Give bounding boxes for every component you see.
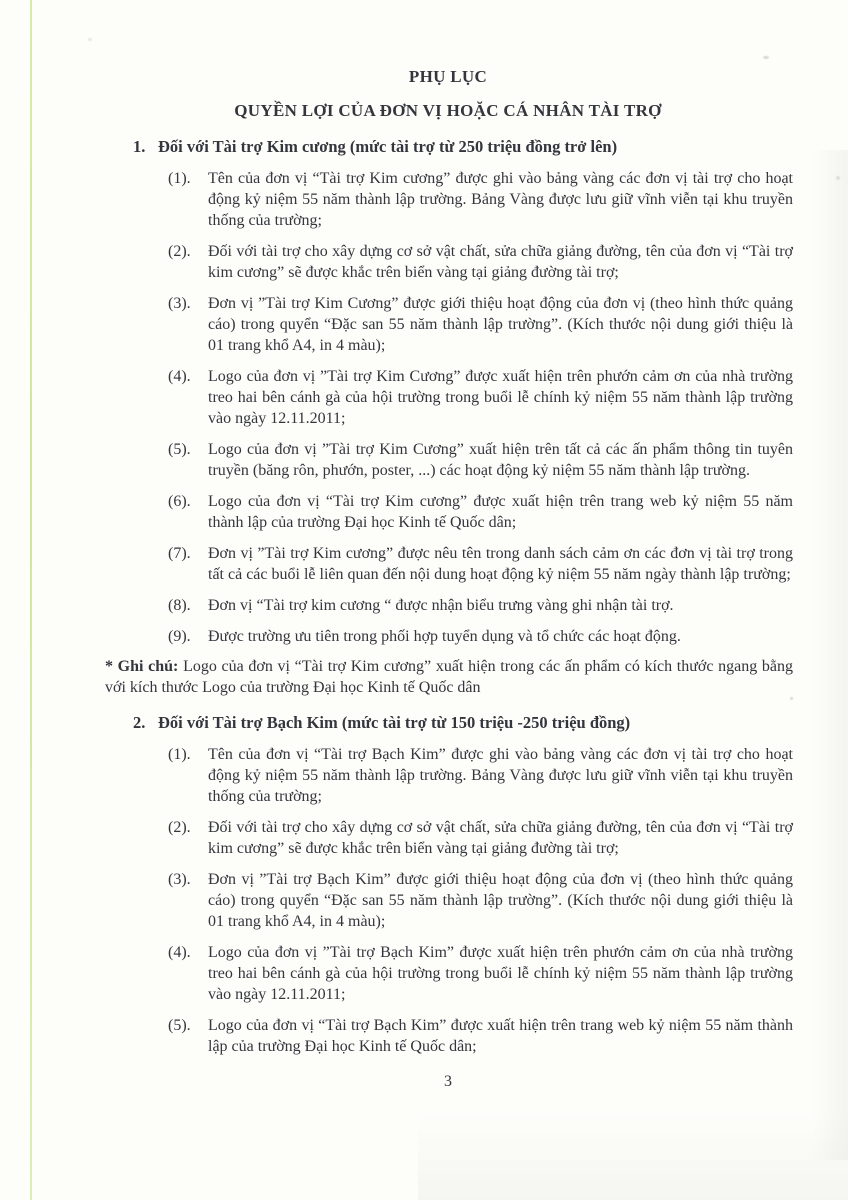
list-item-number: (9). — [168, 628, 191, 645]
section-1 — [103, 136, 793, 698]
list-item-text: Đơn vị ”Tài trợ Bạch Kim” được giới thiệu hoạt động của đơn vị (theo hình thức quảng cáo) trong quyển “Đặc san 55 năm thành lập trường”. (Kích thước nội dung giới thiệu là 01 trang khổ A4, in 4 màu); — [208, 871, 793, 930]
list-item-text: Logo của đơn vị “Tài trợ Bạch Kim” được xuất hiện trên trang web kỷ niệm 55 năm thành lập của trường Đại học Kinh tế Quốc dân; — [208, 1017, 793, 1055]
list-item-number: (8). — [168, 597, 191, 614]
paper-edge-line — [30, 0, 32, 1200]
list-item — [103, 869, 793, 932]
list-item-number: (6). — [168, 493, 191, 510]
list-item-text: Đơn vị “Tài trợ kim cương “ được nhận biểu trưng vàng ghi nhận tài trợ. — [208, 597, 674, 614]
list-item — [103, 439, 793, 481]
list-item-text: Logo của đơn vị ”Tài trợ Bạch Kim” được xuất hiện trên phướn cảm ơn của nhà trường treo hai bên cánh gà của hội trường trong buổi lễ chính kỷ niệm 55 năm thành lập trường vào ngày 12.11.2011; — [208, 944, 793, 1003]
note — [105, 656, 793, 698]
note-label: * Ghi chú: — [105, 658, 179, 675]
section-number: 2. — [133, 713, 146, 732]
list-item-number: (3). — [168, 295, 191, 312]
document-title: QUYỀN LỢI CỦA ĐƠN VỊ HOẶC CÁ NHÂN TÀI TRỢ — [234, 101, 662, 120]
note-text: Logo của đơn vị “Tài trợ Kim cương” xuất hiện trong các ấn phẩm có kích thước ngang bằng với kích thước Logo của trường Đại học Kinh tế Quốc dân — [105, 658, 794, 696]
list-item-text: Logo của đơn vị ”Tài trợ Kim Cương” được xuất hiện trên phướn cảm ơn của nhà trường treo hai bên cánh gà của hội trường trong buổi lễ chính kỷ niệm 55 năm thành lập trường vào ngày 12.11.2011; — [208, 368, 793, 427]
scan-speck — [88, 38, 92, 41]
list-item-text: Đơn vị ”Tài trợ Kim cương” được nêu tên trong danh sách cảm ơn các đơn vị tài trợ trong tất cả các buổi lễ liên quan đến nội dung hoạt động kỷ niệm 55 năm ngày thành lập trường; — [208, 545, 793, 583]
list-item — [103, 1015, 793, 1057]
list-item-number: (5). — [168, 441, 191, 458]
list-item-number: (3). — [168, 871, 191, 888]
section-title: Đối với Tài trợ Bạch Kim (mức tài trợ từ 150 triệu -250 triệu đồng) — [158, 713, 631, 732]
list-item — [103, 817, 793, 859]
list-item — [103, 595, 793, 616]
scan-speck — [763, 56, 769, 59]
list-item-number: (4). — [168, 944, 191, 961]
page-number: 3 — [444, 1073, 452, 1090]
scan-smudge-right — [812, 150, 848, 1160]
section-heading — [103, 136, 793, 158]
document-content — [103, 66, 793, 1092]
list-item-number: (2). — [168, 819, 191, 836]
list-item — [103, 626, 793, 647]
list-item — [103, 168, 793, 231]
scan-smudge-bottom — [418, 1115, 848, 1200]
list-item-number: (4). — [168, 368, 191, 385]
list-item-text: Đơn vị ”Tài trợ Kim Cương” được giới thiệu hoạt động của đơn vị (theo hình thức quảng cáo) trong quyển “Đặc san 55 năm thành lập trường”. (Kích thước nội dung giới thiệu là 01 trang khổ A4, in 4 màu); — [208, 295, 793, 354]
section-heading — [103, 712, 793, 734]
list-item-text: Đối với tài trợ cho xây dựng cơ sở vật chất, sửa chữa giảng đường, tên của đơn vị “Tài trợ kim cương” sẽ được khắc trên biển vàng tại giảng đường tài trợ; — [208, 243, 793, 281]
list-item — [103, 366, 793, 429]
list-item — [103, 491, 793, 533]
list-item-number: (1). — [168, 170, 191, 187]
sections-container — [103, 136, 793, 1057]
list-item-text: Logo của đơn vị “Tài trợ Kim cương” được xuất hiện trên trang web kỷ niệm 55 năm thành lập của trường Đại học Kinh tế Quốc dân; — [208, 493, 793, 531]
list-item — [103, 543, 793, 585]
list-item-text: Đối với tài trợ cho xây dựng cơ sở vật chất, sửa chữa giảng đường, tên của đơn vị “Tài trợ kim cương” sẽ được khắc trên biển vàng tại giảng đường tài trợ; — [208, 819, 793, 857]
list-item — [103, 293, 793, 356]
list-item — [103, 241, 793, 283]
list-item-number: (5). — [168, 1017, 191, 1034]
section-title: Đối với Tài trợ Kim cương (mức tài trợ từ 250 triệu đồng trở lên) — [158, 137, 618, 156]
list-item-number: (7). — [168, 545, 191, 562]
appendix-title: PHỤ LỤC — [408, 67, 488, 86]
list-item-number: (2). — [168, 243, 191, 260]
list-item-number: (1). — [168, 746, 191, 763]
list-item-text: Được trường ưu tiên trong phối hợp tuyển dụng và tổ chức các hoạt động. — [208, 628, 681, 645]
list-item-text: Tên của đơn vị “Tài trợ Bạch Kim” được ghi vào bảng vàng các đơn vị tài trợ cho hoạt động kỷ niệm 55 năm thành lập trường. Bảng Vàng được lưu giữ vĩnh viễn tại khu truyền thống của trường; — [208, 746, 793, 805]
list-item-text: Tên của đơn vị “Tài trợ Kim cương” được ghi vào bảng vàng các đơn vị tài trợ cho hoạt động kỷ niệm 55 năm thành lập trường. Bảng Vàng được lưu giữ vĩnh viễn tại khu truyền thống của trường; — [208, 170, 793, 229]
list-item-text: Logo của đơn vị ”Tài trợ Kim Cương” xuất hiện trên tất cả các ấn phẩm thông tin tuyên truyền (băng rôn, phướn, poster, ...) các hoạt động kỷ niệm 55 năm thành lập trường. — [208, 441, 793, 479]
list-item — [103, 744, 793, 807]
section-number: 1. — [133, 137, 146, 156]
section-2 — [103, 712, 793, 1057]
list-item — [103, 942, 793, 1005]
scan-speck — [836, 176, 840, 180]
